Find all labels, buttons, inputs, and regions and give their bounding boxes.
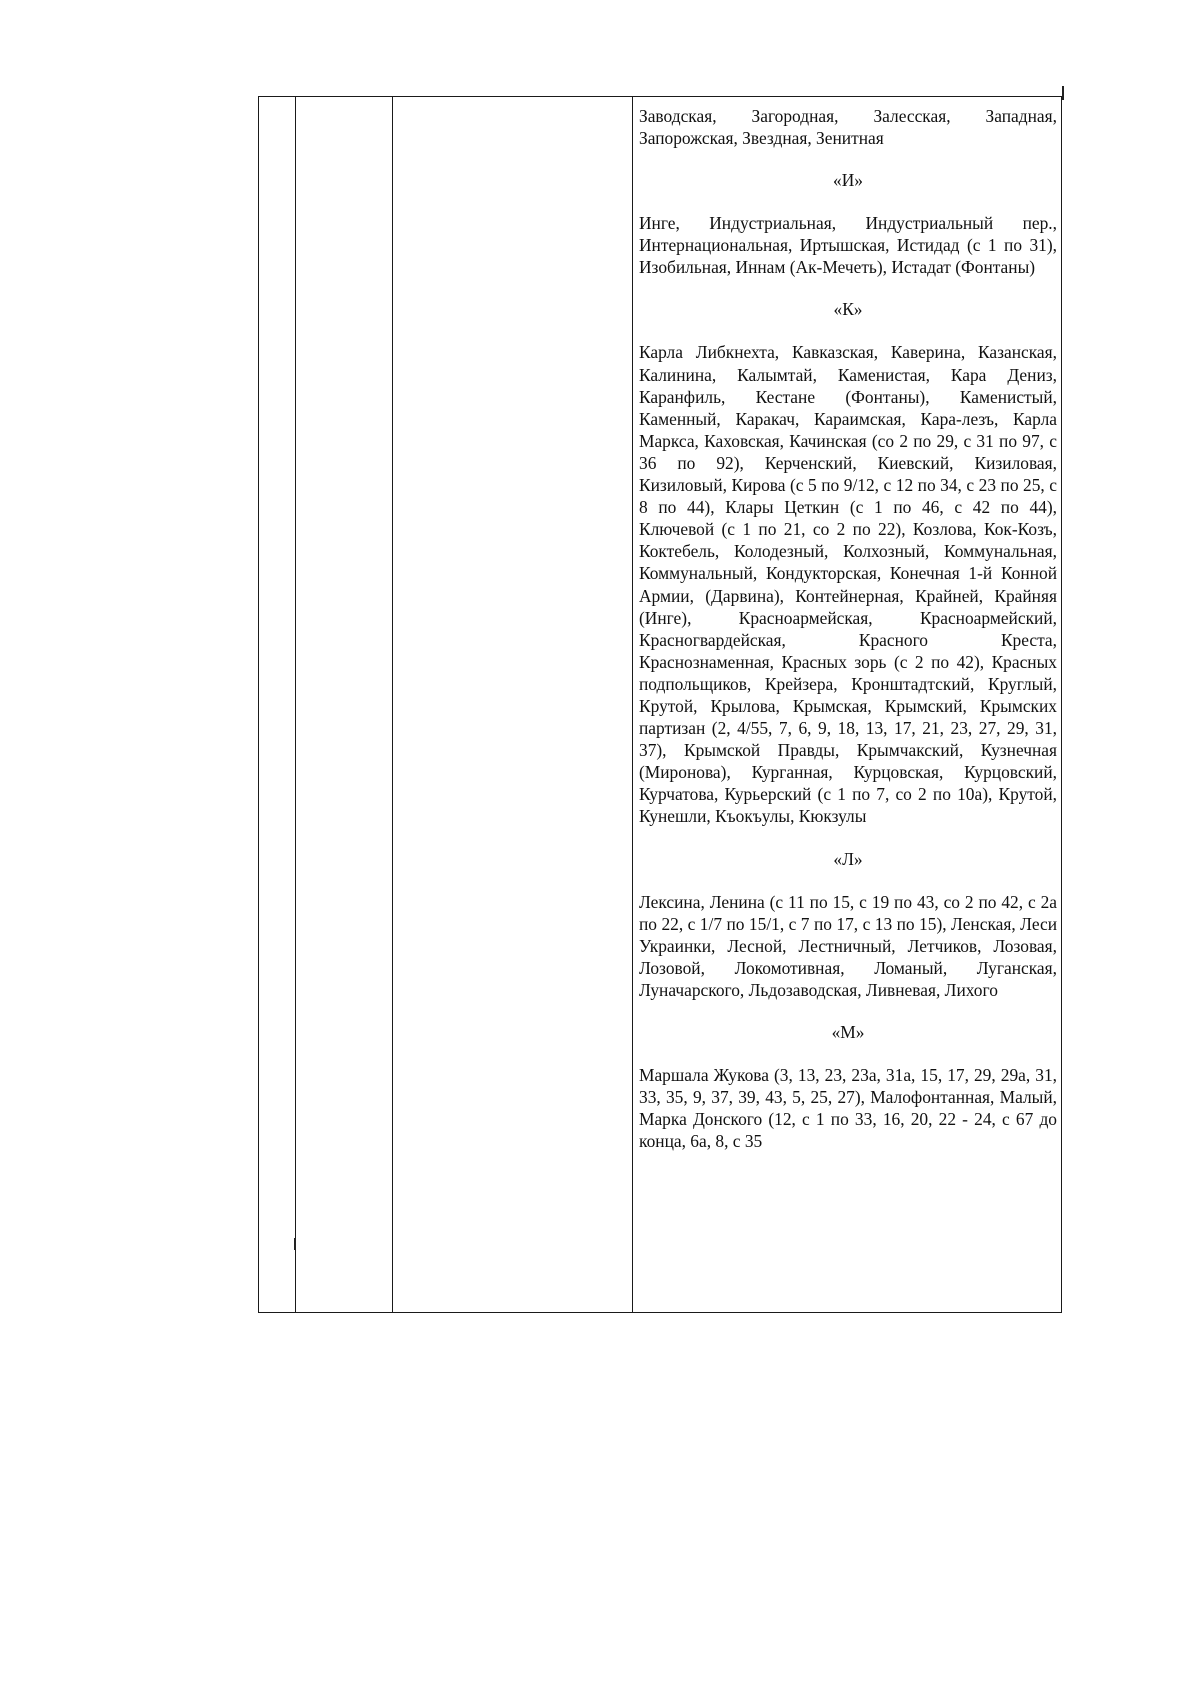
table-row (259, 97, 1062, 1313)
streets-i-paragraph: Инге, Индустриальная, Индустриальный пер., Интернациональная, Иртышская, Истидад (с 1 по 31), Изобильная, Иннам (Ак-Мечеть), Истадат (Фонтаны) (639, 213, 1057, 278)
scan-artifact-top-right (1062, 86, 1064, 100)
letter-heading-m: «М» (831, 1022, 865, 1042)
streets-cell (633, 97, 1062, 1313)
letter-heading-k: «К» (833, 299, 863, 320)
street-list-table (258, 96, 1062, 1313)
scan-artifact-left-mark (294, 1238, 296, 1250)
letter-heading-i: «И» (833, 170, 863, 191)
streets-l-paragraph: Лексина, Ленина (с 11 по 15, с 19 по 43, со 2 по 42, с 2а по 22, с 1/7 по 15/1, с 7 по 17, с 13 по 15), Ленская, Леси Украинки, Лесной, Лестничный, Летчиков, Лозовая, Лозовой, Локомотивная, Ломаный, Луганская, Луначарского, Льдозаводская, Ливневая, Лихого (639, 891, 1057, 1000)
streets-k-paragraph: Карла Либкнехта, Кавказская, Каверина, Казанская, Калинина, Калымтай, Каменистая, Кара Дениз, Каранфиль, Кестане (Фонтаны), Каменистый, Каменный, Каракач, Караимская, Кара-лезъ, Карла Маркса, Каховская, Качинская (со 2 по 29, с 31 по 97, с 36 по 92), Керченский, Киевский, Кизиловая, Кизиловый, Кирова (с 5 по 9/12, с 12 по 34, с 23 по 25, с 8 по 44), Клары Цеткин (с 1 по 46, с 42 по 44), Ключевой (с 1 по 21, со 2 по 22), Козлова, Кок-Козъ, Коктебель, Колодезный, Колхозный, Коммунальная, Коммунальный, Кондукторская, Конечная 1-й Конной Армии, (Дарвина), Контейнерная, Крайней, Крайняя (Инге), Красноармейская, Красноармейский, Красногвардейская, Красного Креста, Краснознаменная, Красных зорь (с 2 по 42), Красных подпольщиков, Крейзера, Кронштадтский, Круглый, Крутой, Крылова, Крымская, Крымский, Крымских партизан (2, 4/55, 7, 6, 9, 18, 13, 17, 21, 23, 27, 29, 31, 37), Крымской Правды, Крымчакский, Кузнечная (Миронова), Курганная, Курцовская, Курцовский, Курчатова, Курьерский (с 1 по 7, со 2 по 10а), Крутой, Кунешли, Къокъулы, Кюкзулы (639, 342, 1057, 827)
empty-cell-district (296, 97, 393, 1313)
letter-heading-l: «Л» (833, 848, 863, 869)
empty-cell-number (259, 97, 296, 1313)
empty-cell-address (393, 97, 633, 1313)
streets-m-paragraph: Маршала Жукова (3, 13, 23, 23а, 31а, 15, 17, 29, 29а, 31, 33, 35, 9, 37, 39, 43, 5, 25, 27), Малофонтанная, Малый, Марка Донского (12, с 1 по 33, 16, 20, 22 - 24, с 67 до конца, 6а, 8, с 35 (639, 1065, 1057, 1152)
streets-z-paragraph: Заводская, Загородная, Залесская, Западная, Запорожская, Звездная, Зенитная (639, 106, 1057, 149)
